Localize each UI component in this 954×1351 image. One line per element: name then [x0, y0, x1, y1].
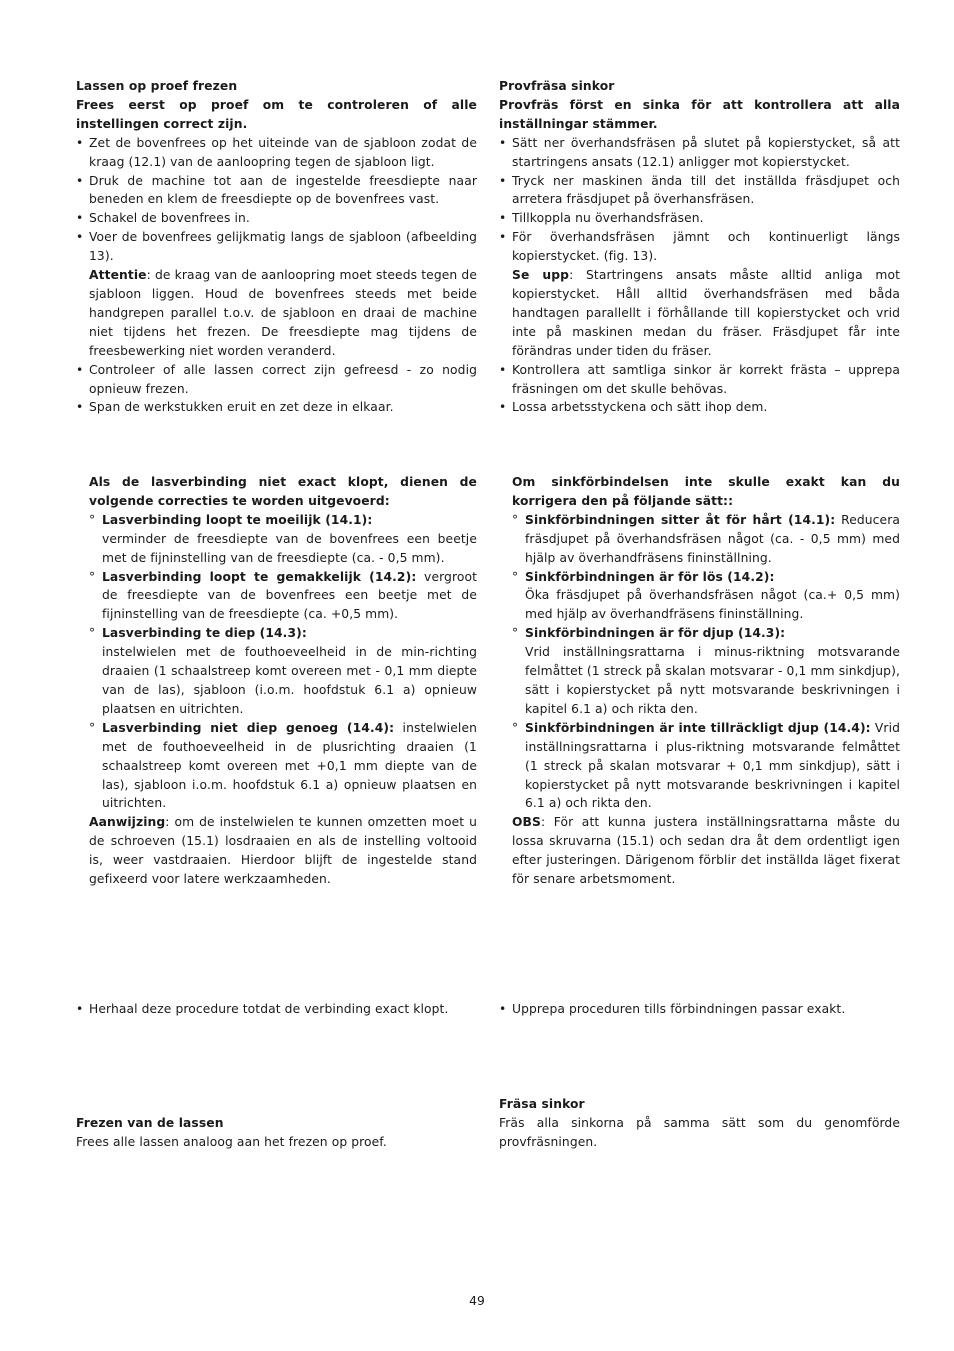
item-label: Sinkförbindningen är inte tillräckligt djup (14.4): [525, 720, 871, 735]
sv-final-section [499, 1095, 900, 1152]
nl-final-section [76, 1114, 477, 1152]
item-text: instelwielen met de fouthoeveelheid in de min-richting draaien (1 schaalstreep komt overeen met - 0,1 mm diepte van de las), sjabloon (i.o.m. hoofdstuk 6.1 a) opnieuw plaatsen en uitrichten. [102, 645, 477, 716]
sv-test-section [499, 77, 900, 417]
sv-correction-section [512, 473, 900, 889]
nl-corr-list [89, 511, 477, 814]
note-text: : de kraag van de aanloopring moet steeds tegen de sjabloon liggen. Houd de bovenfrees steeds met beide handgrepen parallel t.o.v. de sjabloon en draai de machine niet tijdens het frezen. De freesdiepte mag tijdens de freesbewerking niet worden veranderd. [89, 268, 477, 358]
sv-test-intro: Provfräs först en sinka för att kontrollera att alla inställningar stämmer. [499, 97, 900, 131]
note-text: : om de instelwielen te kunnen omzetten moet u de schroeven (15.1) losdraaien en als de instelling voltooid is, weer vastdraaien. Hierdoor blijft de ingestelde stand gefixeerd voor latere werkzaamheden. [89, 815, 477, 887]
sv-repeat [499, 1000, 900, 1019]
page-number: 49 [469, 1294, 485, 1308]
item-text: Öka fräsdjupet på överhandsfräsen något (ca.+ 0,5 mm) med hjälp av överhandfräsens fininställning. [525, 588, 900, 622]
list-item-text: För överhandsfräsen jämnt och kontinuerligt längs kopierstycket. (fig. 13). [512, 230, 900, 264]
item-text: vergroot de freesdiepte van de bovenfrees een beetje met de fijninstelling van de freesdiepte (ca. +0,5 mm). [102, 569, 478, 622]
item-label: Lasverbinding loopt te gemakkelijk (14.2): [102, 569, 417, 584]
list-item [512, 568, 900, 625]
item-text: Vrid inställningsrattarna i plus-riktning motsvarande felmåttet (1 streck på skalan motsvarar + 0,1 mm sinkdjup), sätt i kopierstycket på nytt motsvarande beskrivningen i kapitel 6.1 a) och rikta den. [525, 720, 900, 811]
sv-final-text: Fräs alla sinkorna på samma sätt som du genomförde provfräsningen. [499, 1115, 900, 1149]
sv-test-note [512, 266, 900, 361]
list-item: • Tillkoppla nu överhandsfräsen. [499, 209, 900, 228]
note-label: Se upp [512, 268, 570, 283]
item-label: Lasverbinding loopt te moeilijk (14.1): [102, 512, 373, 527]
list-item: • Kontrollera att samtliga sinkor är korrekt frästa – upprepa fräsningen om det skulle behövas. [499, 361, 900, 399]
nl-test-note [89, 266, 477, 361]
item-text: Vrid inställningsrattarna i minus-riktning motsvarande felmåttet (1 streck på skalan motsvarar - 0,1 mm sinkdjup), sätt i kopierstycket på nytt motsvarande beskrivningen i kapitel 6.1 a) och rikta den. [525, 645, 900, 716]
list-item: • Zet de bovenfrees op het uiteinde van de sjabloon zodat de kraag (12.1) van de aanloopring tegen de sjabloon ligt. [76, 134, 477, 172]
item-label: Lasverbinding niet diep genoeg (14.4): [102, 720, 395, 735]
list-item: • Span de werkstukken eruit en zet deze in elkaar. [76, 398, 477, 417]
nl-test-list [76, 134, 477, 418]
list-item [512, 511, 900, 568]
sv-corr-list [512, 511, 900, 814]
nl-final-text: Frees alle lassen analoog aan het frezen op proef. [76, 1134, 387, 1149]
list-item [512, 624, 900, 719]
item-label: Sinkförbindningen är för djup (14.3): [525, 626, 786, 641]
nl-corr-note [89, 813, 477, 889]
sv-test-title: Provfräsa sinkor [499, 79, 615, 93]
nl-test-title: Lassen op proef frezen [76, 79, 238, 93]
sv-corr-note [512, 813, 900, 889]
note-label: Aanwijzing [89, 815, 166, 830]
item-text: verminder de freesdiepte van de bovenfrees een beetje met de fijninstelling van de freesdiepte (ca. - 0,5 mm). [102, 531, 477, 565]
note-text: : För att kunna justera inställningsrattarna måste du lossa skruvarna (15.1) och sedan dra åt dem ordentligt igen efter justeringen. Därigenom förblir det inställda läget fixerat för senare arbetsmoment. [512, 815, 900, 887]
nl-test-intro: Frees eerst op proef om te controleren of alle instellingen correct zijn. [76, 97, 477, 131]
list-item: • Sätt ner överhandsfräsen på slutet på kopierstycket, så att startringens ansats (12.1) anligger mot kopierstycket. [499, 134, 900, 172]
item-text: Reducera fräsdjupet på överhandsfräsen något (ca. - 0,5 mm) med hjälp av överhandfräsens fininställning. [525, 512, 900, 565]
sv-final-title: Fräsa sinkor [499, 1097, 585, 1111]
list-item: • Druk de machine tot aan de ingestelde freesdiepte naar beneden en klem de freesdiepte op de bovenfrees vast. [76, 172, 477, 210]
list-item [76, 228, 477, 360]
item-label: Lasverbinding te diep (14.3): [102, 626, 307, 641]
item-label: Sinkförbindningen är för lös (14.2): [525, 569, 775, 584]
list-item: • Herhaal deze procedure totdat de verbinding exact klopt. [76, 1000, 477, 1019]
sv-corr-intro: Om sinkförbindelsen inte skulle exakt kan du korrigera den på följande sätt:: [512, 475, 900, 508]
list-item [89, 719, 477, 814]
note-label: Attentie [89, 268, 147, 283]
list-item [512, 719, 900, 814]
list-item [89, 624, 477, 719]
list-item-text: Voer de bovenfrees gelijkmatig langs de sjabloon (afbeelding 13). [89, 230, 477, 264]
nl-correction-section [89, 473, 477, 889]
nl-test-section [76, 77, 477, 417]
nl-repeat [76, 1000, 477, 1019]
note-text: : Startringens ansats måste alltid anliga mot kopierstycket. Håll alltid överhandsfräsen med båda handtagen parallellt i förhållande till kopierstycket och vrid inte på maskinen medan du fräser. Fräsdjupet får inte förändras under tiden du fräser. [512, 268, 900, 358]
list-item: • Upprepa proceduren tills förbindningen passar exakt. [499, 1000, 900, 1019]
list-item: • Lossa arbetsstyckena och sätt ihop dem. [499, 398, 900, 417]
list-item: • Controleer of alle lassen correct zijn gefreesd - zo nodig opnieuw frezen. [76, 361, 477, 399]
item-text: instelwielen met de fouthoeveelheid in de plusrichting draaien (1 schaalstreep komt overeen met +0,1 mm diepte van de las), sjabloon i.o.m. hoofdstuk 6.1 a) opnieuw plaatsen en uitrichten. [102, 720, 477, 811]
nl-final-title: Frezen van de lassen [76, 1116, 224, 1130]
note-label: OBS [512, 815, 541, 830]
nl-corr-intro: Als de lasverbinding niet exact klopt, dienen de volgende correcties te worden uitgevoerd: [89, 475, 477, 508]
item-label: Sinkförbindningen sitter åt för hårt (14.1): [525, 512, 836, 527]
list-item: • Schakel de bovenfrees in. [76, 209, 477, 228]
list-item [499, 228, 900, 360]
list-item: • Tryck ner maskinen ända till det inställda fräsdjupet och arretera fräsdjupet på överhansfräsen. [499, 172, 900, 210]
list-item [89, 568, 477, 625]
sv-test-list [499, 134, 900, 418]
list-item [89, 511, 477, 568]
